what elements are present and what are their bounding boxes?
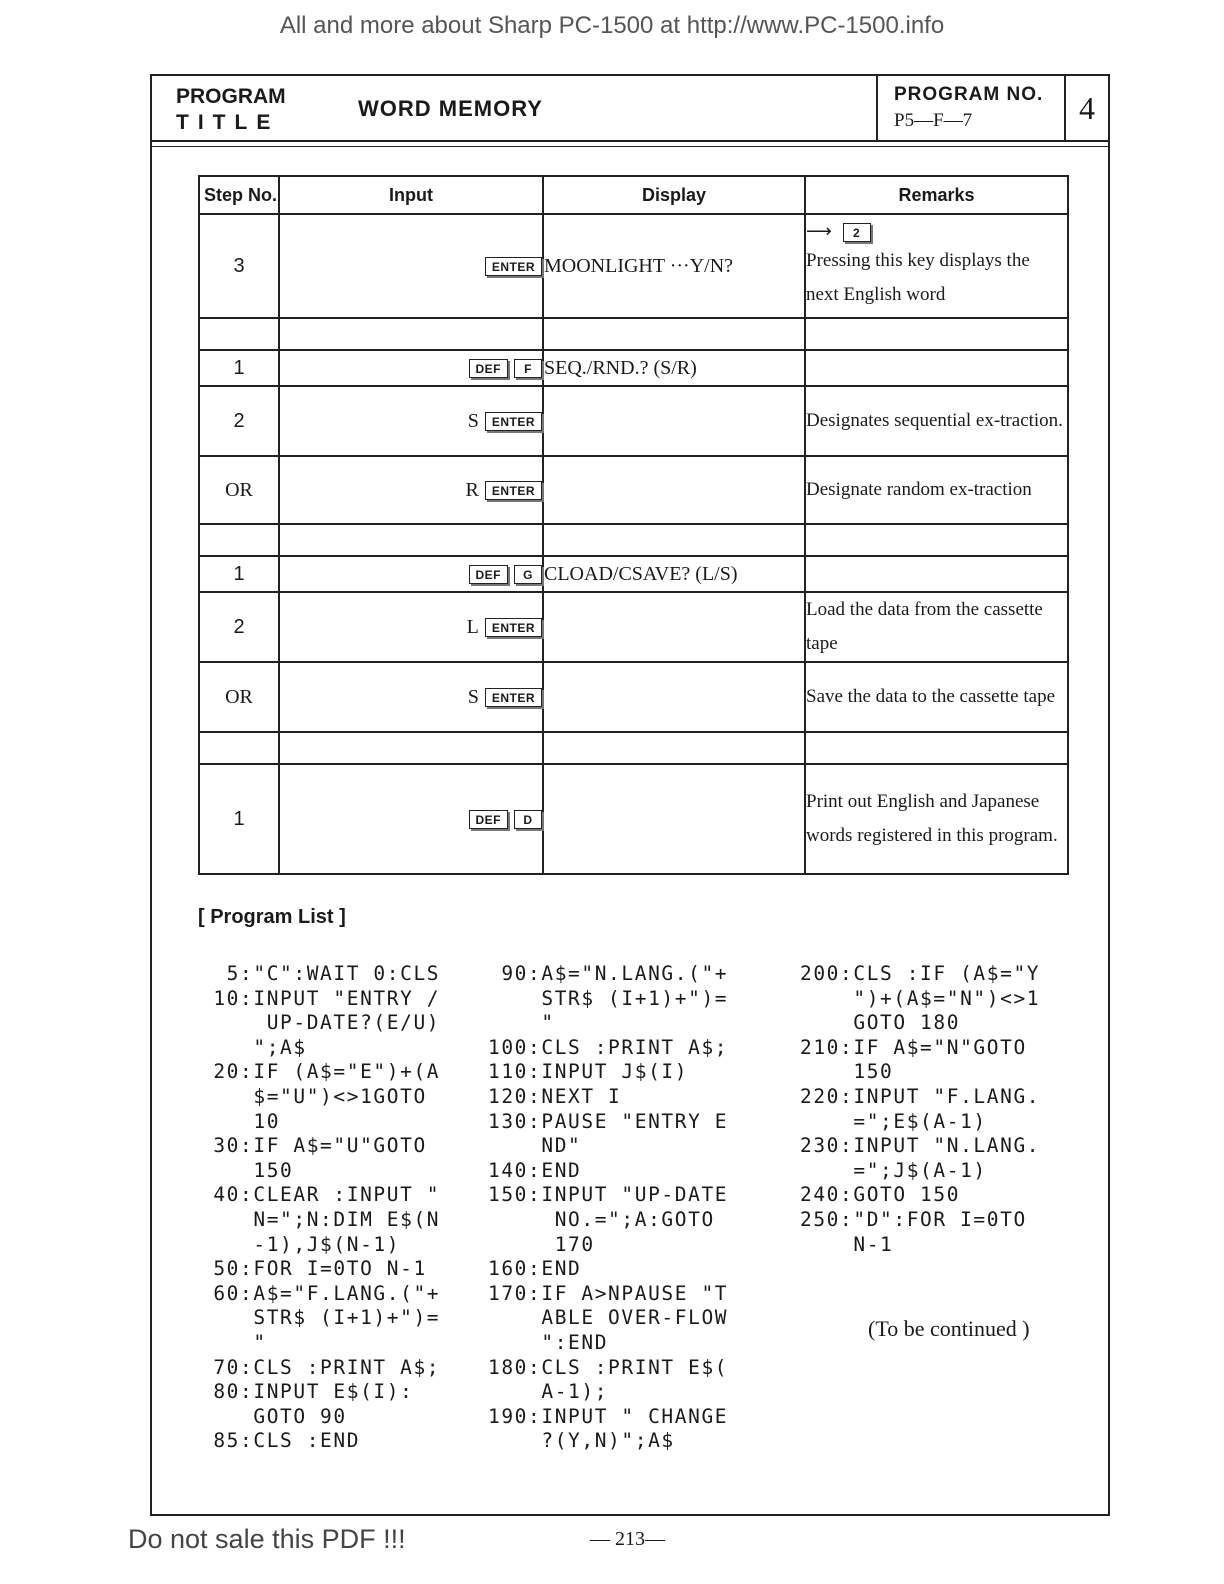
step-no: OR — [199, 456, 279, 524]
table-row — [199, 456, 1068, 524]
display-cell: MOONLIGHT ···Y/N? — [543, 214, 805, 318]
step-no: 2 — [199, 592, 279, 662]
step-no: 1 — [199, 764, 279, 874]
program-no-label: PROGRAM NO. — [894, 84, 1044, 105]
program-no-box — [876, 76, 1064, 140]
right-arrow-icon: ⟶ — [806, 221, 832, 242]
input-cell — [279, 350, 543, 386]
step-no: 2 — [199, 386, 279, 456]
table-row — [199, 662, 1068, 732]
step-no: 3 — [199, 214, 279, 318]
input-char: S — [467, 685, 479, 708]
display-cell — [543, 456, 805, 524]
display-cell — [543, 386, 805, 456]
d-key: D — [514, 810, 542, 829]
separator-row — [199, 524, 1068, 556]
remarks-cell: Save the data to the cassette tape — [805, 662, 1068, 732]
code-column-2: 90:A$="N.LANG.("+ STR$ (I+1)+")= " 100:CLS :PRINT A$; 110:INPUT J$(I) 120:NEXT I 130:PAUSE "ENTRY E ND" 140:END 150:INPUT "UP-DATE NO.=";A:GOTO 170 160:END 170:IF A>NPAUSE "T ABLE OVER-FLOW ":END 180:CLS :PRINT E$( A-1); 190:INPUT " CHANGE ?(Y,N)";A$ — [488, 962, 729, 1453]
enter-key: ENTER — [485, 618, 542, 637]
page-footer-number: — 213— — [590, 1528, 665, 1550]
site-banner: All and more about Sharp PC-1500 at http://www.PC-1500.info — [279, 12, 945, 39]
table-row — [199, 386, 1068, 456]
table-row — [199, 214, 1068, 318]
display-cell: CLOAD/CSAVE? (L/S) — [543, 556, 805, 592]
separator-row — [199, 732, 1068, 764]
step-no: 1 — [199, 350, 279, 386]
step-no: 1 — [199, 556, 279, 592]
col-header-input: Input — [279, 176, 543, 214]
code-column-3: 200:CLS :IF (A$="Y ")+(A$="N")<>1 GOTO 180 210:IF A$="N"GOTO 150 220:INPUT "F.LANG. =";E$(A-1) 230:INPUT "N.LANG. =";J$(A-1) 240:GOTO 150 250:"D":FOR I=0TO N-1 — [800, 962, 1041, 1256]
col-header-step: Step No. — [199, 176, 279, 214]
program-title-label — [176, 84, 286, 136]
table-row — [199, 350, 1068, 386]
remarks-cell — [805, 214, 1068, 318]
input-cell — [279, 386, 543, 456]
g-key: G — [514, 565, 542, 584]
input-cell — [279, 214, 543, 318]
def-key: DEF — [469, 565, 509, 584]
separator-row — [199, 318, 1068, 350]
title-divider — [152, 146, 1108, 147]
input-cell — [279, 456, 543, 524]
remarks-cell — [805, 556, 1068, 592]
table-header-row — [199, 176, 1068, 214]
key-2: 2 — [843, 223, 871, 242]
table-row — [199, 592, 1068, 662]
table-row — [199, 556, 1068, 592]
input-char: R — [465, 478, 479, 501]
enter-key: ENTER — [485, 688, 542, 707]
program-title: WORD MEMORY — [358, 96, 543, 121]
input-cell — [279, 592, 543, 662]
remarks-cell: Designate random ex-traction — [805, 456, 1068, 524]
remarks-cell: Designates sequential ex-traction. — [805, 386, 1068, 456]
steps-table — [198, 175, 1069, 875]
code-column-1: 5:"C":WAIT 0:CLS 10:INPUT "ENTRY / UP-DATE?(E/U) ";A$ 20:IF (A$="E")+(A $="U")<>1GOTO 10 30:IF A$="U"GOTO 150 40:CLEAR :INPUT " N=";N:DIM E$(N -1),J$(N-1) 50:FOR I=0TO N-1 60:A$="F.LANG.("+ STR$ (I+1)+")= " 70:CLS :PRINT A$; 80:INPUT E$(I): GOTO 90 85:CLS :END — [213, 962, 441, 1453]
footer-note: Do not sale this PDF !!! — [128, 1524, 406, 1554]
remarks-text: Pressing this key displays the next English word — [806, 250, 1030, 305]
input-cell — [279, 662, 543, 732]
def-key: DEF — [469, 810, 509, 829]
display-cell — [543, 764, 805, 874]
col-header-display: Display — [543, 176, 805, 214]
display-cell: SEQ./RND.? (S/R) — [543, 350, 805, 386]
program-label: PROGRAM — [176, 85, 286, 108]
input-char: L — [466, 615, 479, 638]
step-no: OR — [199, 662, 279, 732]
display-cell — [543, 662, 805, 732]
input-char: S — [467, 409, 479, 432]
remarks-cell: Load the data from the cassette tape — [805, 592, 1068, 662]
title-block — [152, 76, 1108, 142]
program-no: P5—F—7 — [894, 110, 973, 131]
table-row — [199, 764, 1068, 874]
def-key: DEF — [469, 359, 509, 378]
f-key: F — [514, 359, 542, 378]
display-cell — [543, 592, 805, 662]
remarks-cell — [805, 350, 1068, 386]
continued-note: (To be continued ) — [868, 1316, 1030, 1341]
input-cell — [279, 764, 543, 874]
page-number: 4 — [1064, 76, 1108, 140]
remarks-cell: Print out English and Japanese words registered in this program. — [805, 764, 1068, 874]
enter-key: ENTER — [485, 257, 542, 276]
program-list-title: [ Program List ] — [198, 906, 346, 928]
enter-key: ENTER — [485, 412, 542, 431]
title-label: TITLE — [176, 111, 280, 134]
input-cell — [279, 556, 543, 592]
col-header-remarks: Remarks — [805, 176, 1068, 214]
enter-key: ENTER — [485, 481, 542, 500]
